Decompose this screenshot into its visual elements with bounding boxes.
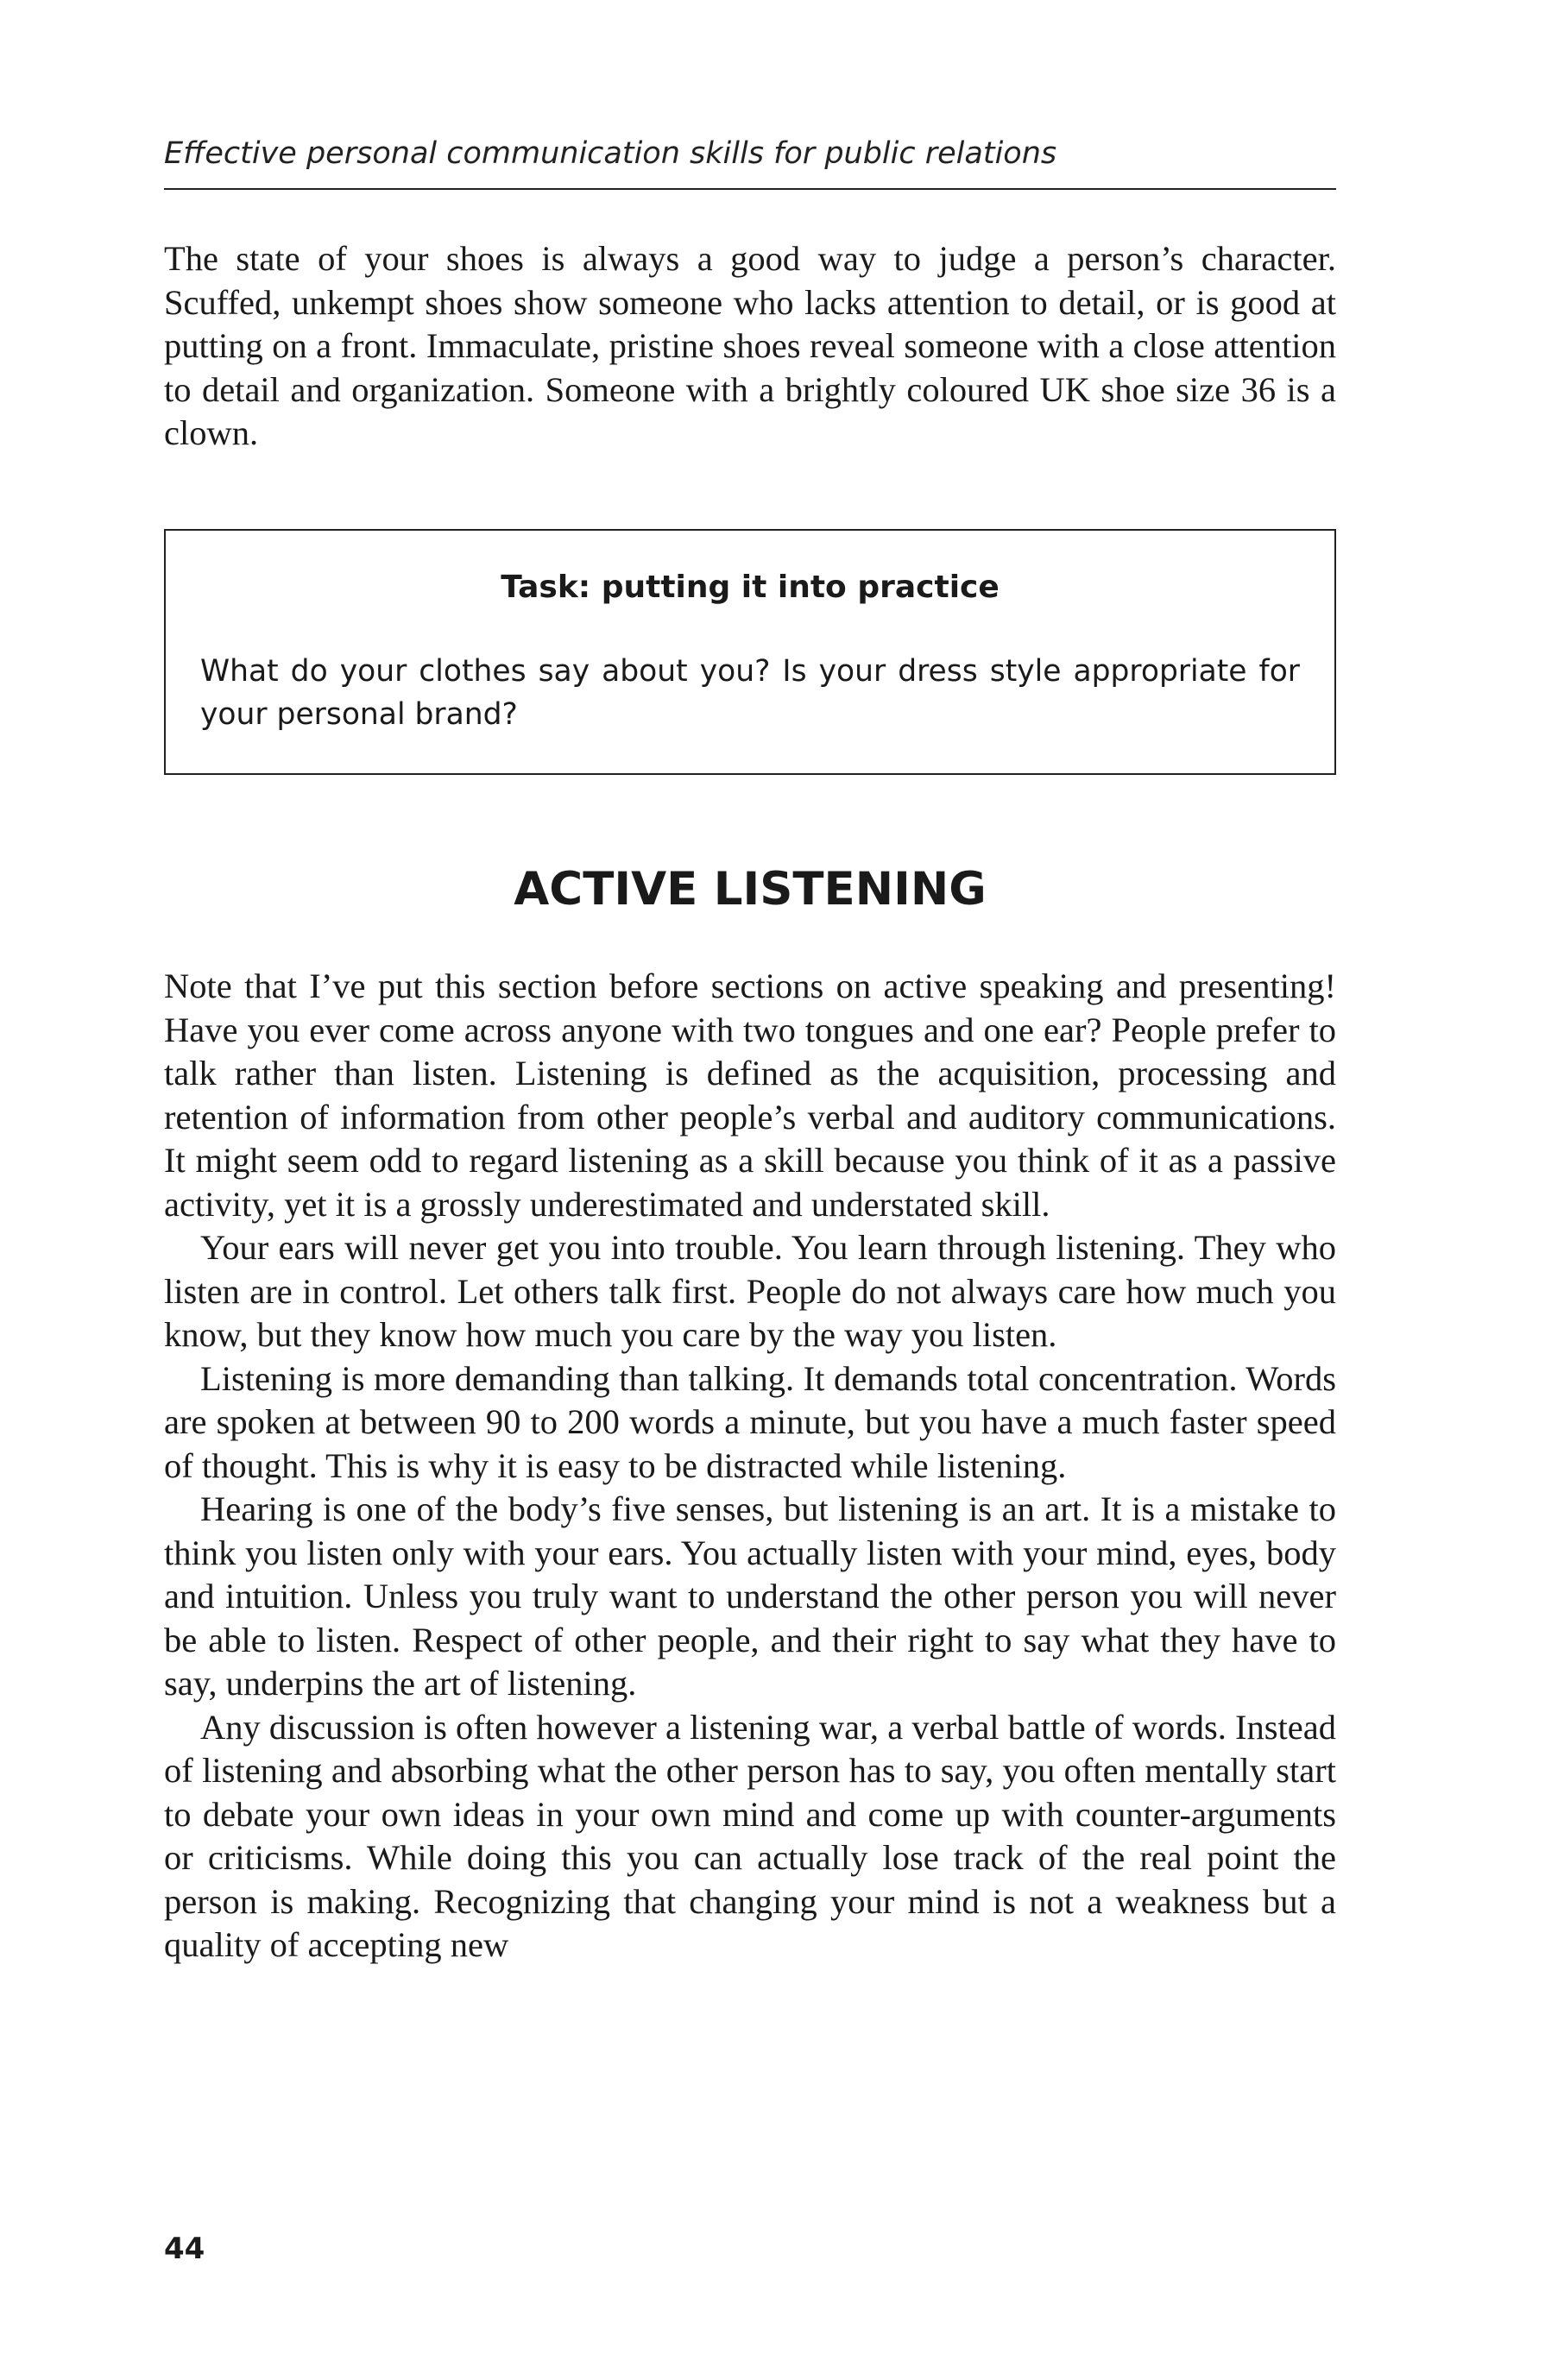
intro-paragraph: The state of your shoes is always a good way to judge a person’s character. Scuffed, unkempt shoes show someone who lacks attention to detail, or is good at putting on a front. Immaculate, pristine shoes reveal someone with a close attention to detail and organization. Someone with a brightly coloured UK shoe size 36 is a clown. bbox=[164, 239, 1336, 452]
task-box bbox=[164, 529, 1336, 775]
task-title: Task: putting it into practice bbox=[501, 570, 1000, 605]
paragraph-2: Your ears will never get you into trouble. You learn through listening. They who listen are in control. Let others talk first. People do not always care how much you know, but they know how much you care by the way you listen. bbox=[164, 1228, 1336, 1354]
paragraph-4: Hearing is one of the body’s five senses, but listening is an art. It is a mistake to think you listen only with your ears. You actually listen with your mind, eyes, body and intuition. Unless you truly want to understand the other person you will never be able to listen. Respect of other people, and their right to say what they have to say, underpins the art of listening. bbox=[164, 1489, 1336, 1703]
paragraph-5: Any discussion is often however a listening war, a verbal battle of words. Instead of listening and absorbing what the other person has to say, you often mentally start to debate your own ideas in your own mind and come up with counter-arguments or criticisms. While doing this you can actually lose track of the real point the person is making. Recognizing that changing your mind is not a weakness but a quality of accepting new bbox=[164, 1707, 1336, 1964]
section-body bbox=[164, 965, 1336, 1968]
paragraph-3: Listening is more demanding than talking. It demands total concentration. Words are spoken at between 90 to 200 words a minute, but you have a much faster speed of thought. This is why it is easy to be distracted while listening. bbox=[164, 1358, 1336, 1485]
task-body: What do your clothes say about you? Is your dress style appropriate for your personal brand? bbox=[200, 654, 1300, 732]
paragraph-1: Note that I’ve put this section before sections on active speaking and presenting! Have you ever come across anyone with two tongues and one ear? People prefer to talk rather than listen. Listening is defined as the acquisition, processing and retention of information from other people’s verbal and auditory communications. It might seem odd to regard listening as a skill because you think of it as a passive activity, yet it is a grossly underestimated and understated skill. bbox=[164, 966, 1336, 1224]
section-heading: ACTIVE LISTENING bbox=[514, 863, 987, 916]
running-head: Effective personal communication skills for public relations bbox=[164, 136, 1057, 171]
header-rule bbox=[164, 188, 1336, 190]
page-number: 44 bbox=[164, 2232, 205, 2266]
